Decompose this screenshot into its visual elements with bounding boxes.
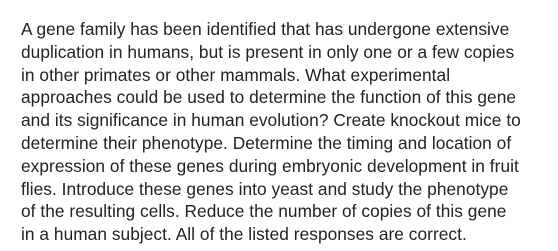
question-text xyxy=(21,18,543,246)
question-line: flies. Introduce these genes into yeast and study the phenotype xyxy=(21,178,509,199)
question-line: and its significance in human evolution? Create knockout mice to xyxy=(21,110,521,131)
question-line: in other primates or other mammals. What experimental xyxy=(21,64,451,85)
question-line: determine their phenotype. Determine the timing and location of xyxy=(21,132,512,153)
question-line: expression of these genes during embryonic development in fruit xyxy=(21,155,519,176)
question-line: A gene family has been identified that has undergone extensive xyxy=(21,19,510,39)
question-line: in a human subject. All of the listed responses are correct. xyxy=(21,224,467,245)
question-line: duplication in humans, but is present in only one or a few copies xyxy=(21,41,515,62)
question-line: approaches could be used to determine the function of this gene xyxy=(21,87,517,108)
question-line: of the resulting cells. Reduce the number of copies of this gene xyxy=(21,201,507,222)
